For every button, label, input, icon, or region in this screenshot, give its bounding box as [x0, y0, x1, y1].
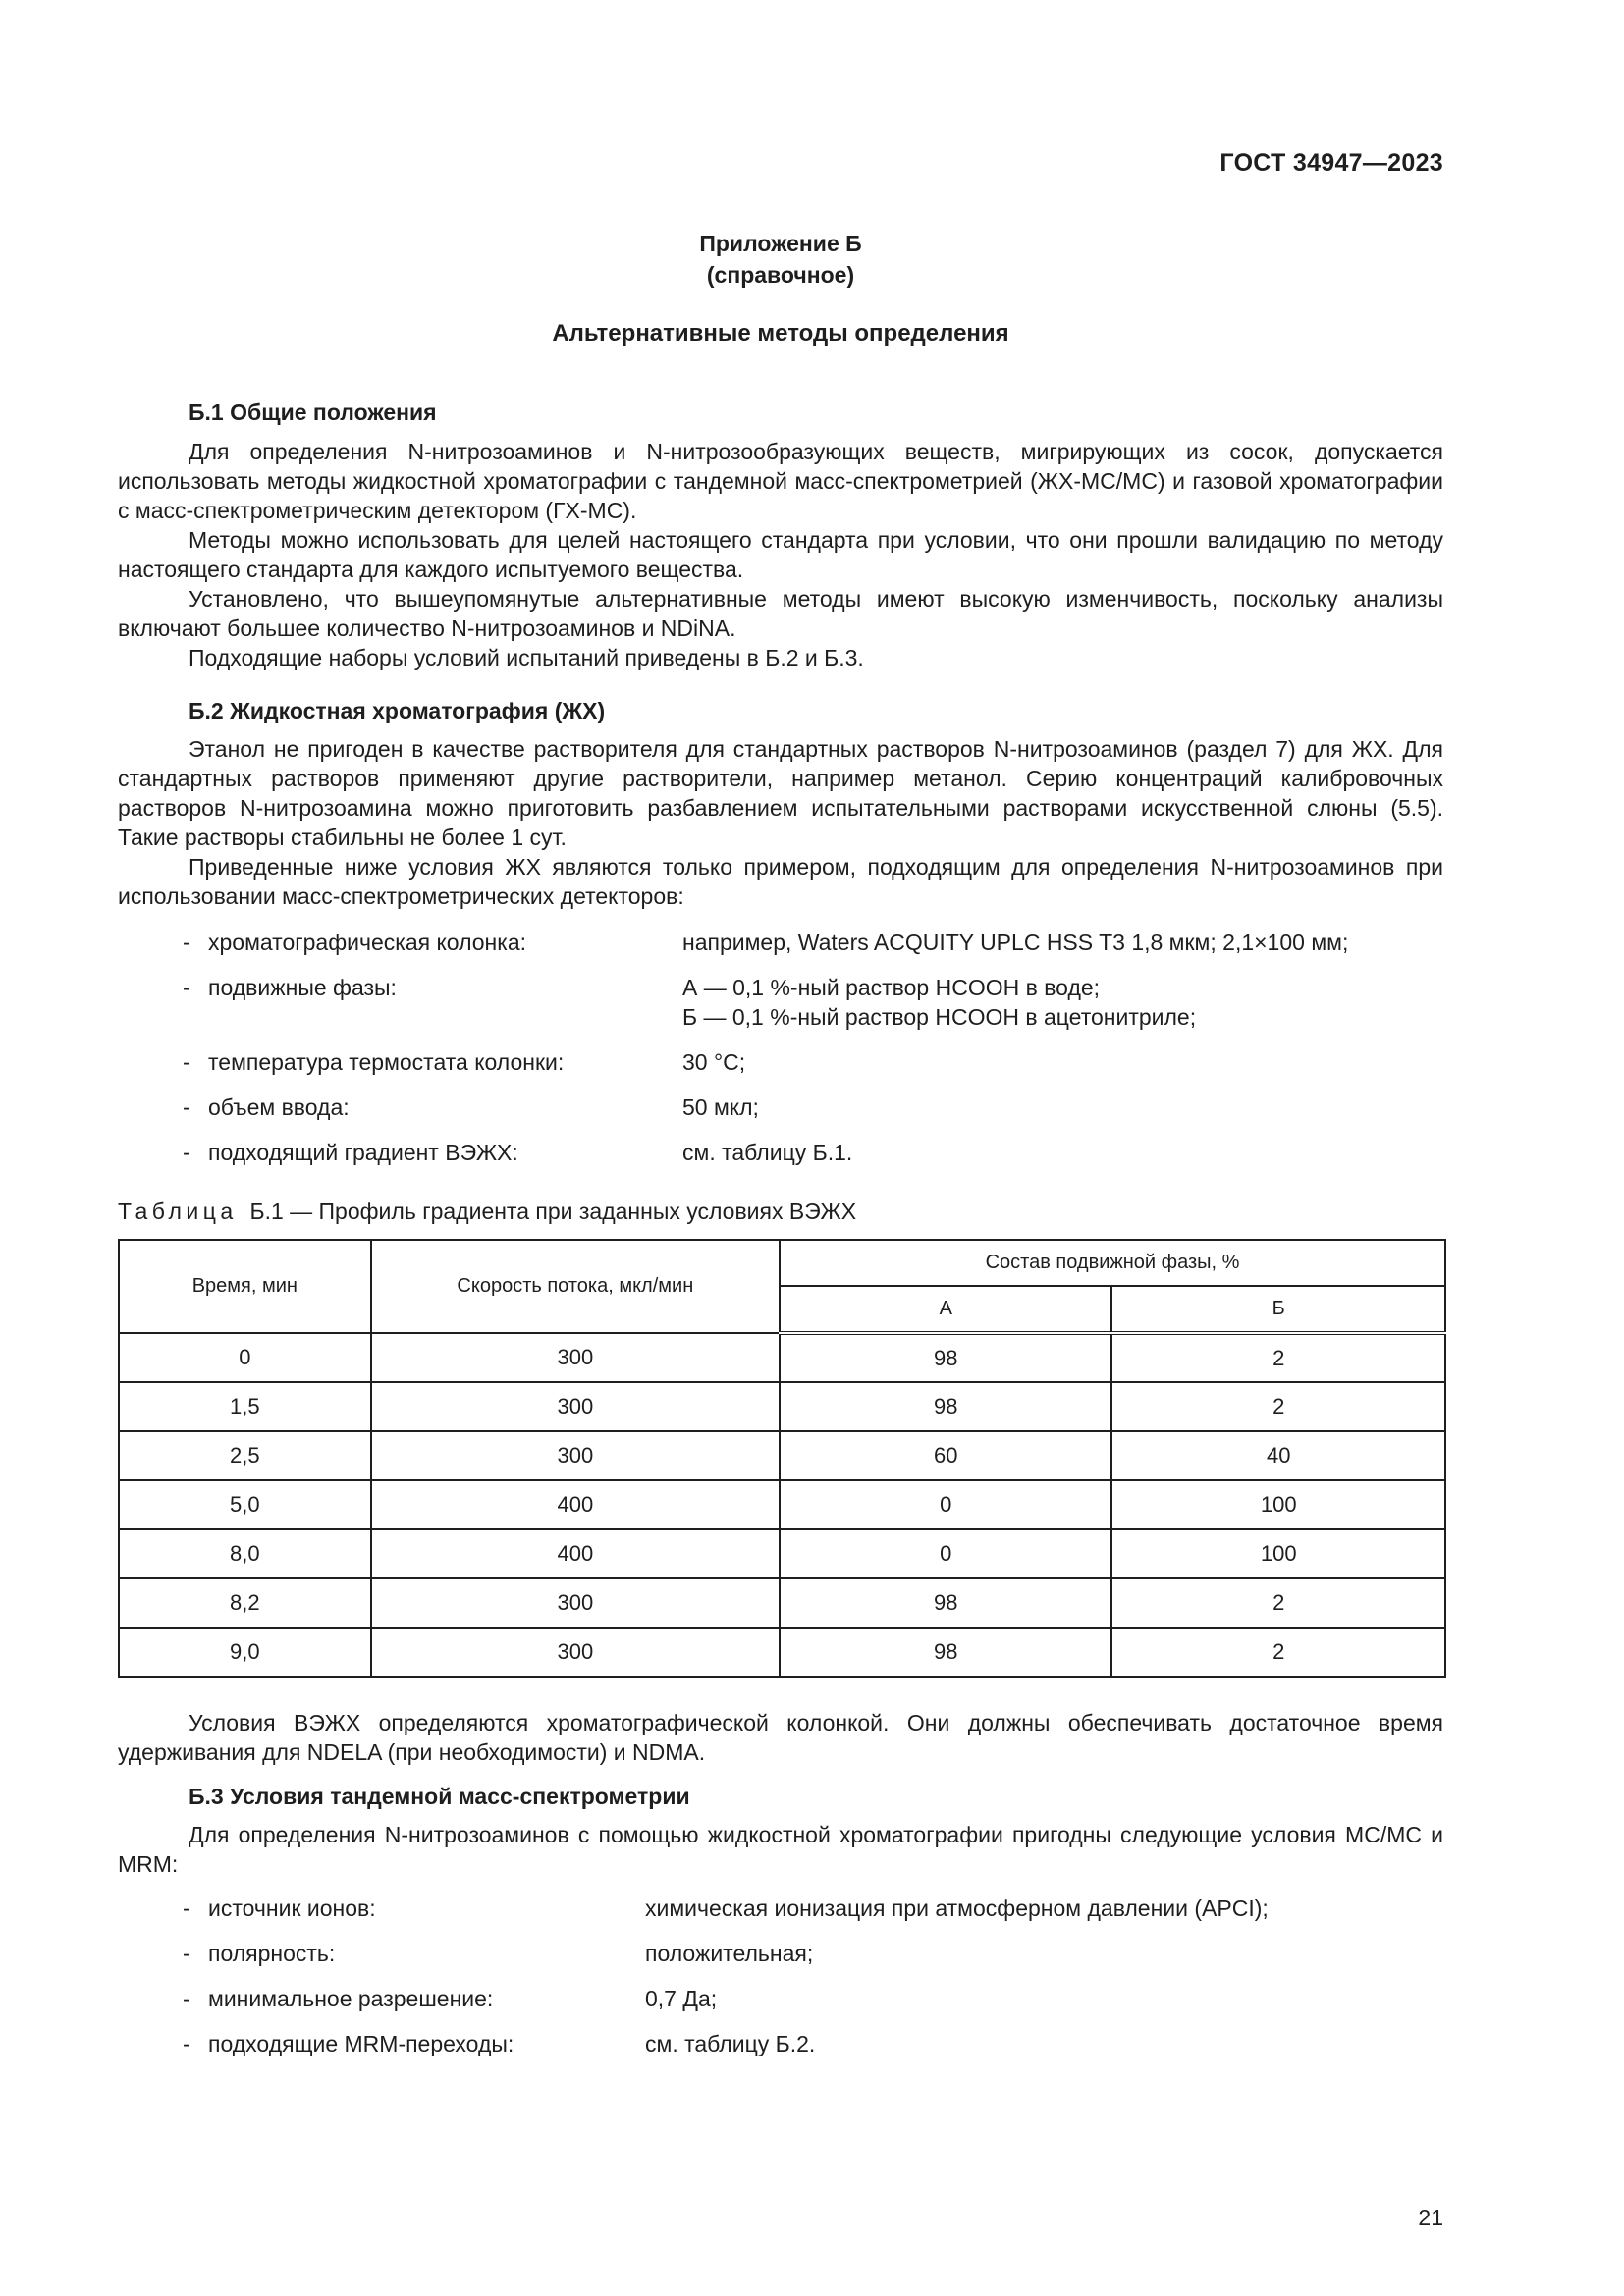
section-heading-b1: Б.1 Общие положения	[189, 400, 437, 425]
list-item: - подходящий градиент ВЭЖХ:	[183, 1140, 518, 1165]
column-header-phase: Состав подвижной фазы, %	[780, 1240, 1445, 1286]
table-caption: Таблица Б.1 — Профиль градиента при заданных условиях ВЭЖХ	[118, 1199, 857, 1224]
table-cell: 2	[1111, 1382, 1445, 1431]
table-cell: 0	[119, 1333, 371, 1382]
list-item-value: положительная;	[645, 1941, 814, 1966]
paragraph: Приведенные ниже условия ЖХ являются только примером, подходящим для определения N-нитрозоаминов при использовании масс-спектрометрических детекторов:	[118, 854, 1443, 909]
list-item: - минимальное разрешение:	[183, 1986, 494, 2011]
section-heading-b3: Б.3 Условия тандемной масс-спектрометрии	[189, 1784, 690, 1809]
table-cell: 98	[780, 1382, 1111, 1431]
table-cell: 0	[780, 1480, 1111, 1529]
table-cell: 0	[780, 1529, 1111, 1578]
section-heading-b2: Б.2 Жидкостная хроматография (ЖХ)	[189, 698, 606, 723]
table-cell: 2,5	[119, 1431, 371, 1480]
list-item: - объем ввода:	[183, 1095, 350, 1120]
list-item-value: А — 0,1 %-ный раствор HCOOH в воде; Б — 0,1 %-ный раствор HCOOH в ацетонитриле;	[682, 975, 1197, 1030]
table-cell: 300	[371, 1382, 780, 1431]
table-cell: 300	[371, 1628, 780, 1677]
table-cell: 2	[1111, 1628, 1445, 1677]
list-item-value: см. таблицу Б.2.	[645, 2031, 816, 2056]
list-item: - подвижные фазы:	[183, 975, 397, 1000]
section-b1-text	[118, 437, 1443, 672]
table-row	[119, 1578, 1445, 1628]
list-item-value: 30 °С;	[682, 1049, 746, 1075]
paragraph: Установлено, что вышеупомянутые альтернативные методы имеют высокую изменчивость, поскольку анализы включают большее количество N-нитрозоаминов и NDiNA.	[118, 586, 1443, 641]
table-cell: 98	[780, 1578, 1111, 1628]
list-item: - полярность:	[183, 1941, 336, 1966]
table-cell: 100	[1111, 1480, 1445, 1529]
table-cell: 300	[371, 1333, 780, 1382]
paragraph: Для определения N-нитрозоаминов и N-нитрозообразующих веществ, мигрирующих из сосок, допускается использовать методы жидкостной хроматографии с тандемной масс-спектрометрией (ЖХ-МС/МС) и газовой хроматографии с масс-спектрометрическим детектором (ГХ-МС).	[118, 439, 1443, 523]
paragraph: Методы можно использовать для целей настоящего стандарта при условии, что они прошли валидацию по методу настоящего стандарта для каждого испытуемого вещества.	[118, 527, 1443, 582]
list-item-value: см. таблицу Б.1.	[682, 1140, 853, 1165]
list-item-value: 50 мкл;	[682, 1095, 759, 1120]
list-item: - источник ионов:	[183, 1896, 376, 1921]
table-cell: 300	[371, 1431, 780, 1480]
table-cell: 98	[780, 1333, 1111, 1382]
table-row	[119, 1333, 1445, 1382]
list-item: - подходящие MRM-переходы:	[183, 2031, 514, 2056]
after-table-text	[118, 1708, 1443, 1767]
column-header-b: Б	[1111, 1286, 1445, 1333]
list-item-value: химическая ионизация при атмосферном давлении (APCI);	[645, 1896, 1269, 1921]
list-item-value: например, Waters ACQUITY UPLC HSS T3 1,8 мкм; 2,1×100 мм;	[682, 930, 1349, 955]
annex-type: (справочное)	[706, 262, 855, 288]
table-cell: 100	[1111, 1529, 1445, 1578]
page-number: 21	[1418, 2205, 1443, 2230]
list-item: - хроматографическая колонка:	[183, 930, 526, 955]
annex-label: Приложение Б	[699, 231, 862, 256]
section-b2-text	[118, 734, 1443, 911]
column-header-time: Время, мин	[119, 1240, 371, 1333]
table-cell: 40	[1111, 1431, 1445, 1480]
table-cell: 1,5	[119, 1382, 371, 1431]
table-row	[119, 1529, 1445, 1578]
paragraph: Подходящие наборы условий испытаний приведены в Б.2 и Б.3.	[189, 645, 864, 670]
table-cell: 8,2	[119, 1578, 371, 1628]
table-cell: 2	[1111, 1578, 1445, 1628]
table-cell: 5,0	[119, 1480, 371, 1529]
gradient-table	[118, 1239, 1446, 1678]
table-row	[119, 1431, 1445, 1480]
annex-heading	[118, 228, 1443, 291]
document-header: ГОСТ 34947—2023	[1219, 149, 1443, 177]
column-header-flow: Скорость потока, мкл/мин	[371, 1240, 780, 1333]
paragraph: Условия ВЭЖХ определяются хроматографической колонкой. Они должны обеспечивать достаточное время удерживания для NDELA (при необходимости) и NDMA.	[118, 1710, 1443, 1765]
table-cell: 300	[371, 1578, 780, 1628]
table-cell: 9,0	[119, 1628, 371, 1677]
paragraph: Для определения N-нитрозоаминов с помощью жидкостной хроматографии пригодны следующие условия МС/МС и MRM:	[118, 1822, 1443, 1877]
list-item-value: 0,7 Да;	[645, 1986, 718, 2011]
paragraph: Этанол не пригоден в качестве растворителя для стандартных растворов N-нитрозоаминов (раздел 7) для ЖХ. Для стандартных растворов применяют другие растворители, например метанол. Серию концентраций калибровочных растворов N-нитрозоамина можно приготовить разбавлением испытательными растворами искусственной слюны (5.5). Такие растворы стабильны не более 1 сут.	[118, 736, 1443, 850]
column-header-a: А	[780, 1286, 1111, 1333]
table-cell: 60	[780, 1431, 1111, 1480]
table-cell: 2	[1111, 1333, 1445, 1382]
table-cell: 8,0	[119, 1529, 371, 1578]
table-row	[119, 1628, 1445, 1677]
list-item: - температура термостата колонки:	[183, 1049, 565, 1075]
table-row	[119, 1382, 1445, 1431]
page-title: Альтернативные методы определения	[552, 320, 1009, 347]
table-cell: 400	[371, 1529, 780, 1578]
table-row	[119, 1480, 1445, 1529]
section-b3-text	[118, 1820, 1443, 1879]
table-cell: 400	[371, 1480, 780, 1529]
table-cell: 98	[780, 1628, 1111, 1677]
